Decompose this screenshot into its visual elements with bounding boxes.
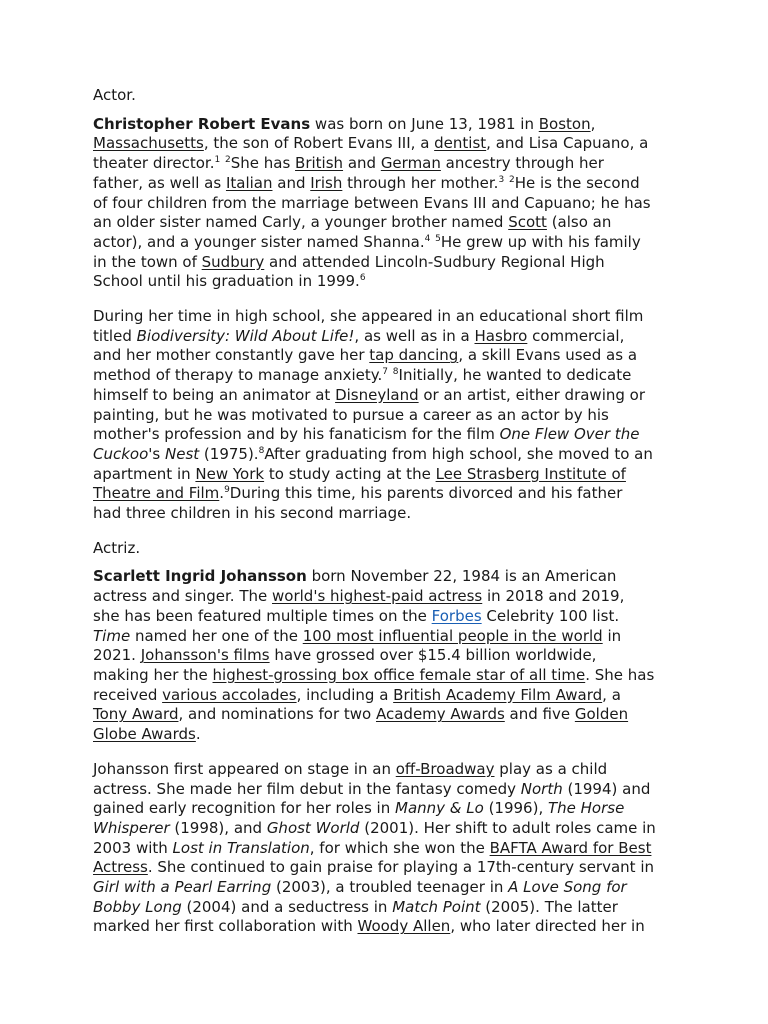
text-line	[93, 686, 678, 706]
link-100-most-influential-people-in-the-world[interactable]: 100 most influential people in the world	[302, 626, 603, 645]
paragraph-johansson-career	[93, 760, 678, 937]
text-run: , and nominations for two	[178, 705, 376, 724]
italic-title: North	[520, 779, 563, 798]
text-run: Initially, he wanted to dedicate	[398, 366, 632, 385]
text-run: and	[272, 173, 311, 192]
text-run: an older sister named Carly, a younger brother named	[93, 213, 509, 232]
text-line	[93, 115, 678, 135]
text-run: received	[93, 685, 163, 704]
text-run: , and Lisa Capuano, a	[486, 134, 649, 153]
text-line	[93, 504, 678, 524]
text-run: to study acting at the	[264, 464, 436, 483]
text-run: of four children from the marriage between Evans III and Capuano; he has	[93, 193, 651, 212]
link-actress[interactable]: Actress	[93, 858, 148, 877]
text-line	[93, 327, 678, 347]
text-run: actor), and a younger sister named Shanna.	[93, 232, 425, 251]
footnote-ref: 8	[392, 367, 399, 378]
text-line	[93, 760, 678, 780]
text-run: in 2018 and 2019,	[482, 587, 625, 606]
link-globe-awards[interactable]: Globe Awards	[93, 725, 196, 744]
text-line	[93, 705, 678, 725]
text-run: (also an	[546, 213, 612, 232]
footnote-ref: 5	[435, 233, 441, 244]
text-run: have grossed over $15.4 billion worldwide,	[269, 646, 597, 665]
italic-title: Girl with a Pearl Earring	[93, 878, 272, 897]
italic-title: Ghost World	[266, 818, 360, 837]
text-run: 's	[148, 444, 165, 463]
footnote-ref: 8	[258, 445, 265, 456]
italic-title: Nest	[165, 444, 200, 463]
text-run: named her one of the	[130, 626, 303, 645]
text-run: He is the second	[514, 173, 640, 192]
text-line	[93, 272, 678, 292]
link-disneyland[interactable]: Disneyland	[335, 385, 419, 404]
text-run: commercial,	[527, 326, 625, 345]
text-line	[93, 780, 678, 800]
link-scott[interactable]: Scott	[508, 213, 547, 232]
link-sudbury[interactable]: Sudbury	[201, 252, 265, 271]
link-off-broadway[interactable]: off-Broadway	[395, 759, 495, 778]
text-line	[93, 253, 678, 273]
text-run: apartment in	[93, 464, 196, 483]
link-bafta-award-for-best[interactable]: BAFTA Award for Best	[489, 838, 652, 857]
text-run: ,	[590, 114, 596, 133]
text-line	[93, 839, 678, 859]
text-run: (2004) and a seductress in	[181, 897, 393, 916]
link-new-york[interactable]: New York	[195, 464, 265, 483]
footnote-ref: 3	[498, 174, 505, 185]
text-run: she has been featured multiple times on the	[93, 606, 432, 625]
text-run: During her time in high school, she appeared in an educational short film	[93, 307, 644, 326]
text-run: father, as well as	[93, 173, 226, 192]
section-label-actriz: Actriz.	[93, 538, 141, 557]
text-line	[93, 858, 678, 878]
text-run: or an artist, either drawing or	[418, 385, 646, 404]
text-line	[93, 366, 678, 386]
text-run: She has	[230, 154, 296, 173]
italic-title: One Flew Over the	[499, 425, 640, 444]
italic-title: Bobby Long	[93, 897, 182, 916]
footnote-ref: 1	[214, 155, 221, 166]
paragraph-evans-early-life	[93, 115, 678, 292]
text-run: , as well as in a	[354, 326, 475, 345]
text-run: titled	[93, 326, 137, 345]
text-run: and five	[504, 705, 575, 724]
link-lee-strasberg-institute-of[interactable]: Lee Strasberg Institute of	[435, 464, 626, 483]
link-highest-grossing-box-office-female-star-of-all-time[interactable]: highest-grossing box office female star of all time	[212, 665, 586, 684]
text-line	[93, 917, 678, 937]
text-run: , for which she won the	[309, 838, 490, 857]
text-run: (2005). The latter	[480, 897, 618, 916]
italic-title: Match Point	[392, 897, 481, 916]
text-run: through her mother.	[342, 173, 499, 192]
text-run: .	[195, 725, 201, 744]
text-line	[93, 445, 678, 465]
text-run: and	[343, 154, 381, 173]
text-run: himself to being an animator at	[93, 385, 336, 404]
text-line	[93, 386, 678, 406]
text-run: After graduating from high school, she moved to an	[264, 444, 653, 463]
link-tony-award[interactable]: Tony Award	[93, 705, 179, 724]
text-run: mother's profession and by his fanaticism for the film	[93, 425, 500, 444]
italic-title: Lost in Translation	[172, 838, 310, 857]
text-line	[93, 465, 678, 485]
text-run: He grew up with his family	[440, 232, 641, 251]
text-line	[93, 666, 678, 686]
link-johansson-s-films[interactable]: Johansson's films	[140, 646, 270, 665]
text-line	[93, 646, 678, 666]
text-run: . She has	[585, 665, 655, 684]
text-run: , a	[602, 685, 621, 704]
text-run: actress. She made her film debut in the fantasy comedy	[93, 779, 521, 798]
text-run: (1998), and	[169, 818, 267, 837]
text-line	[93, 607, 678, 627]
link-tap-dancing[interactable]: tap dancing	[369, 346, 459, 365]
text-line	[93, 587, 678, 607]
footnote-ref: 2	[508, 174, 515, 185]
italic-title: Biodiversity: Wild About Life!	[136, 326, 355, 345]
link-various-accolades[interactable]: various accolades	[162, 685, 297, 704]
footnote-ref: 2	[225, 155, 231, 166]
italic-title: Time	[93, 626, 131, 645]
text-line	[93, 799, 678, 819]
text-line	[93, 898, 678, 918]
text-run: (2001). Her shift to adult roles came in	[359, 818, 656, 837]
paragraph-johansson-intro	[93, 567, 678, 744]
italic-title: A Love Song for	[508, 878, 627, 897]
text-run: 2021.	[93, 646, 141, 665]
text-run: (2003), a troubled teenager in	[271, 878, 509, 897]
text-line	[93, 725, 678, 745]
footnote-ref: 9	[224, 485, 230, 496]
text-line	[93, 484, 678, 504]
text-run: and her mother constantly gave her	[93, 346, 370, 365]
text-run: actress and singer. The	[93, 587, 273, 606]
text-line	[93, 174, 678, 194]
footnote-ref: 7	[382, 367, 389, 378]
text-run: gained early recognition for her roles in	[93, 799, 395, 818]
bold-name: Scarlett Ingrid Johansson	[93, 567, 307, 586]
text-line	[93, 134, 678, 154]
link-british[interactable]: British	[295, 154, 344, 173]
link-golden[interactable]: Golden	[574, 705, 629, 724]
text-line	[93, 567, 678, 587]
text-line	[93, 307, 678, 327]
link-british-academy-film-award[interactable]: British Academy Film Award	[393, 685, 603, 704]
text-run: marked her first collaboration with	[93, 917, 358, 936]
text-run: Johansson first appeared on stage in an	[93, 759, 396, 778]
italic-title: Manny & Lo	[395, 799, 484, 818]
text-run: , a skill Evans used as a	[458, 346, 638, 365]
text-run: making her the	[93, 665, 213, 684]
text-run: 2003 with	[93, 838, 173, 857]
link-massachusetts[interactable]: Massachusetts	[93, 134, 204, 153]
link-theatre-and-film[interactable]: Theatre and Film	[93, 484, 220, 503]
text-run: . She continued to gain praise for playing a 17th-century servant in	[147, 858, 654, 877]
text-run: , the son of Robert Evans III, a	[203, 134, 435, 153]
link-world-s-highest-paid-actress[interactable]: world's highest-paid actress	[272, 587, 483, 606]
footnote-ref: 4	[424, 233, 431, 244]
text-run: born November 22, 1984 is an American	[306, 567, 617, 586]
link-irish[interactable]: Irish	[310, 173, 343, 192]
italic-title: The Horse	[547, 799, 625, 818]
section-label-actor: Actor.	[93, 86, 136, 104]
italic-title: Cuckoo	[93, 444, 149, 463]
text-run: .	[219, 484, 225, 503]
text-line	[93, 213, 678, 233]
text-run: School until his graduation in 1999.	[93, 272, 360, 291]
text-run: , who later directed her in	[450, 917, 645, 936]
text-run: During this time, his parents divorced and his father	[229, 484, 623, 503]
text-line	[93, 878, 678, 898]
text-run: had three children in his second marriage.	[93, 504, 412, 523]
text-run: (1996),	[483, 799, 548, 818]
link-dentist[interactable]: dentist	[434, 134, 487, 153]
text-run: ancestry through her	[440, 154, 604, 173]
text-line	[93, 194, 678, 214]
text-run: was born on June 13, 1981 in	[310, 114, 539, 133]
text-line	[93, 346, 678, 366]
text-run: (1975).	[199, 444, 259, 463]
text-line	[93, 425, 678, 445]
link-italian[interactable]: Italian	[225, 173, 273, 192]
link-german[interactable]: German	[380, 154, 441, 173]
text-run: in the town of	[93, 252, 202, 271]
text-run: (1994) and	[562, 779, 651, 798]
text-run: , including a	[296, 685, 394, 704]
text-line	[93, 819, 678, 839]
text-line	[93, 406, 678, 426]
link-woody-allen[interactable]: Woody Allen	[357, 917, 451, 936]
text-line	[93, 627, 678, 647]
text-line	[93, 154, 678, 174]
bold-name: Christopher Robert Evans	[93, 114, 311, 133]
text-run: Celebrity 100 list.	[481, 606, 620, 625]
footnote-ref: 6	[359, 273, 366, 284]
text-run: in	[602, 626, 622, 645]
text-line	[93, 233, 678, 253]
text-run: play as a child	[494, 759, 608, 778]
link-boston[interactable]: Boston	[538, 114, 591, 133]
text-run: theater director.	[93, 154, 215, 173]
link-forbes[interactable]: Forbes	[431, 606, 482, 625]
paragraph-evans-education	[93, 307, 678, 524]
link-academy-awards[interactable]: Academy Awards	[375, 705, 505, 724]
text-run: painting, but he was motivated to pursue a career as an actor by his	[93, 405, 609, 424]
text-run: and attended Lincoln-Sudbury Regional High	[264, 252, 605, 271]
italic-title: Whisperer	[93, 818, 170, 837]
link-hasbro[interactable]: Hasbro	[474, 326, 528, 345]
text-run: method of therapy to manage anxiety.	[93, 366, 383, 385]
